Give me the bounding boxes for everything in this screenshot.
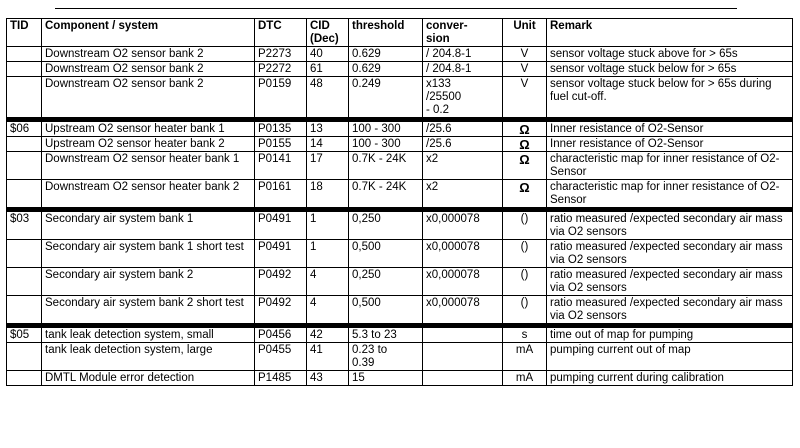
cell-remark: ratio measured /expected secondary air mass via O2 sensors — [547, 212, 793, 240]
cell-conversion: /25.6 — [423, 122, 503, 137]
cell-unit: V — [503, 77, 547, 118]
cell-conversion: x0,000078 — [423, 212, 503, 240]
cell-dtc: P0141 — [255, 152, 307, 180]
table-row — [7, 152, 793, 180]
cell-cid: 18 — [307, 180, 349, 208]
cell-threshold: 0.7K - 24K — [349, 180, 423, 208]
cell-remark: ratio measured /expected secondary air mass via O2 sensors — [547, 240, 793, 268]
cell-component: Upstream O2 sensor heater bank 2 — [42, 137, 255, 152]
table-body — [7, 47, 793, 386]
cell-component: Downstream O2 sensor heater bank 1 — [42, 152, 255, 180]
cell-remark: sensor voltage stuck below for > 65s during fuel cut-off. — [547, 77, 793, 118]
cell-component: tank leak detection system, small — [42, 328, 255, 343]
table-row — [7, 212, 793, 240]
cell-cid: 42 — [307, 328, 349, 343]
table-row — [7, 62, 793, 77]
table-row — [7, 77, 793, 118]
cell-remark: Inner resistance of O2-Sensor — [547, 122, 793, 137]
cell-remark: Inner resistance of O2-Sensor — [547, 137, 793, 152]
cell-remark: sensor voltage stuck below for > 65s — [547, 62, 793, 77]
cell-remark: pumping current out of map — [547, 343, 793, 371]
cell-unit: () — [503, 240, 547, 268]
cell-conversion — [423, 328, 503, 343]
cell-dtc: P0491 — [255, 240, 307, 268]
cell-dtc: P0456 — [255, 328, 307, 343]
table-row — [7, 343, 793, 371]
cell-unit: s — [503, 328, 547, 343]
cell-cid: 1 — [307, 212, 349, 240]
cell-conversion — [423, 371, 503, 386]
cell-unit: mA — [503, 343, 547, 371]
header-conversion: conver- sion — [423, 19, 503, 47]
cell-threshold: 0,500 — [349, 296, 423, 324]
cell-threshold: 5.3 to 23 — [349, 328, 423, 343]
table-row — [7, 268, 793, 296]
cell-tid — [7, 240, 42, 268]
cell-unit: () — [503, 268, 547, 296]
cell-cid: 48 — [307, 77, 349, 118]
cell-threshold: 0,250 — [349, 268, 423, 296]
cell-remark: ratio measured /expected secondary air mass via O2 sensors — [547, 296, 793, 324]
cell-unit: Ω — [503, 122, 547, 137]
cell-tid — [7, 180, 42, 208]
cell-remark: ratio measured /expected secondary air mass via O2 sensors — [547, 268, 793, 296]
cell-dtc: P0455 — [255, 343, 307, 371]
cell-cid: 17 — [307, 152, 349, 180]
cell-conversion: /25.6 — [423, 137, 503, 152]
cell-tid — [7, 77, 42, 118]
cell-conversion: x0,000078 — [423, 240, 503, 268]
table-row — [7, 47, 793, 62]
cell-unit: Ω — [503, 137, 547, 152]
header-cid: CID (Dec) — [307, 19, 349, 47]
cell-tid — [7, 47, 42, 62]
table-row — [7, 328, 793, 343]
table-row — [7, 371, 793, 386]
cell-component: Secondary air system bank 1 — [42, 212, 255, 240]
header-component: Component / system — [42, 19, 255, 47]
cell-unit: Ω — [503, 180, 547, 208]
cell-dtc: P0492 — [255, 296, 307, 324]
cell-threshold: 0.249 — [349, 77, 423, 118]
cell-tid — [7, 152, 42, 180]
cell-dtc: P0159 — [255, 77, 307, 118]
table-row — [7, 240, 793, 268]
cell-threshold: 100 - 300 — [349, 137, 423, 152]
table-row — [7, 122, 793, 137]
cell-cid: 14 — [307, 137, 349, 152]
cell-conversion — [423, 343, 503, 371]
cell-threshold: 0.23 to 0.39 — [349, 343, 423, 371]
cell-cid: 40 — [307, 47, 349, 62]
cell-threshold: 100 - 300 — [349, 122, 423, 137]
cell-tid — [7, 371, 42, 386]
cell-component: Downstream O2 sensor bank 2 — [42, 47, 255, 62]
table-row — [7, 180, 793, 208]
cell-component: Secondary air system bank 1 short test — [42, 240, 255, 268]
cell-component: Upstream O2 sensor heater bank 1 — [42, 122, 255, 137]
cell-component: Downstream O2 sensor bank 2 — [42, 62, 255, 77]
cell-dtc: P0492 — [255, 268, 307, 296]
cell-tid — [7, 62, 42, 77]
cell-dtc: P1485 — [255, 371, 307, 386]
cell-cid: 41 — [307, 343, 349, 371]
cell-dtc: P0491 — [255, 212, 307, 240]
cell-component: Secondary air system bank 2 short test — [42, 296, 255, 324]
cell-conversion: / 204.8-1 — [423, 47, 503, 62]
cell-tid: $03 — [7, 212, 42, 240]
cell-dtc: P0155 — [255, 137, 307, 152]
cell-cid: 4 — [307, 268, 349, 296]
cell-tid — [7, 268, 42, 296]
cell-dtc: P2272 — [255, 62, 307, 77]
cell-conversion: x0,000078 — [423, 268, 503, 296]
cell-conversion: x133 /25500 - 0.2 — [423, 77, 503, 118]
cell-remark: pumping current during calibration — [547, 371, 793, 386]
cell-threshold: 0.7K - 24K — [349, 152, 423, 180]
cell-unit: mA — [503, 371, 547, 386]
cell-conversion: x2 — [423, 180, 503, 208]
cell-component: DMTL Module error detection — [42, 371, 255, 386]
cell-component: Downstream O2 sensor bank 2 — [42, 77, 255, 118]
cell-conversion: x2 — [423, 152, 503, 180]
cell-remark: characteristic map for inner resistance of O2-Sensor — [547, 152, 793, 180]
cell-component: Secondary air system bank 2 — [42, 268, 255, 296]
cell-remark: time out of map for pumping — [547, 328, 793, 343]
cell-threshold: 0,250 — [349, 212, 423, 240]
cell-tid: $05 — [7, 328, 42, 343]
cell-unit: V — [503, 47, 547, 62]
cell-cid: 4 — [307, 296, 349, 324]
cell-threshold: 0,500 — [349, 240, 423, 268]
cell-tid — [7, 343, 42, 371]
cell-cid: 1 — [307, 240, 349, 268]
cell-remark: sensor voltage stuck above for > 65s — [547, 47, 793, 62]
cell-threshold: 0.629 — [349, 62, 423, 77]
cell-dtc: P2273 — [255, 47, 307, 62]
header-dtc: DTC — [255, 19, 307, 47]
cell-cid: 61 — [307, 62, 349, 77]
cell-tid: $06 — [7, 122, 42, 137]
table-row — [7, 296, 793, 324]
cell-tid — [7, 296, 42, 324]
cell-threshold: 15 — [349, 371, 423, 386]
cell-tid — [7, 137, 42, 152]
header-unit: Unit — [503, 19, 547, 47]
cell-unit: () — [503, 296, 547, 324]
cell-component: Downstream O2 sensor heater bank 2 — [42, 180, 255, 208]
top-rule — [55, 8, 737, 9]
cell-conversion: x0,000078 — [423, 296, 503, 324]
header-remark: Remark — [547, 19, 793, 47]
cell-unit: V — [503, 62, 547, 77]
header-row — [7, 19, 793, 47]
cell-cid: 13 — [307, 122, 349, 137]
table-row — [7, 137, 793, 152]
dtc-table — [6, 18, 793, 386]
cell-component: tank leak detection system, large — [42, 343, 255, 371]
cell-dtc: P0161 — [255, 180, 307, 208]
cell-threshold: 0.629 — [349, 47, 423, 62]
cell-cid: 43 — [307, 371, 349, 386]
cell-unit: Ω — [503, 152, 547, 180]
header-threshold: threshold — [349, 19, 423, 47]
header-tid: TID — [7, 19, 42, 47]
cell-conversion: / 204.8-1 — [423, 62, 503, 77]
cell-dtc: P0135 — [255, 122, 307, 137]
cell-unit: () — [503, 212, 547, 240]
cell-remark: characteristic map for inner resistance of O2-Sensor — [547, 180, 793, 208]
